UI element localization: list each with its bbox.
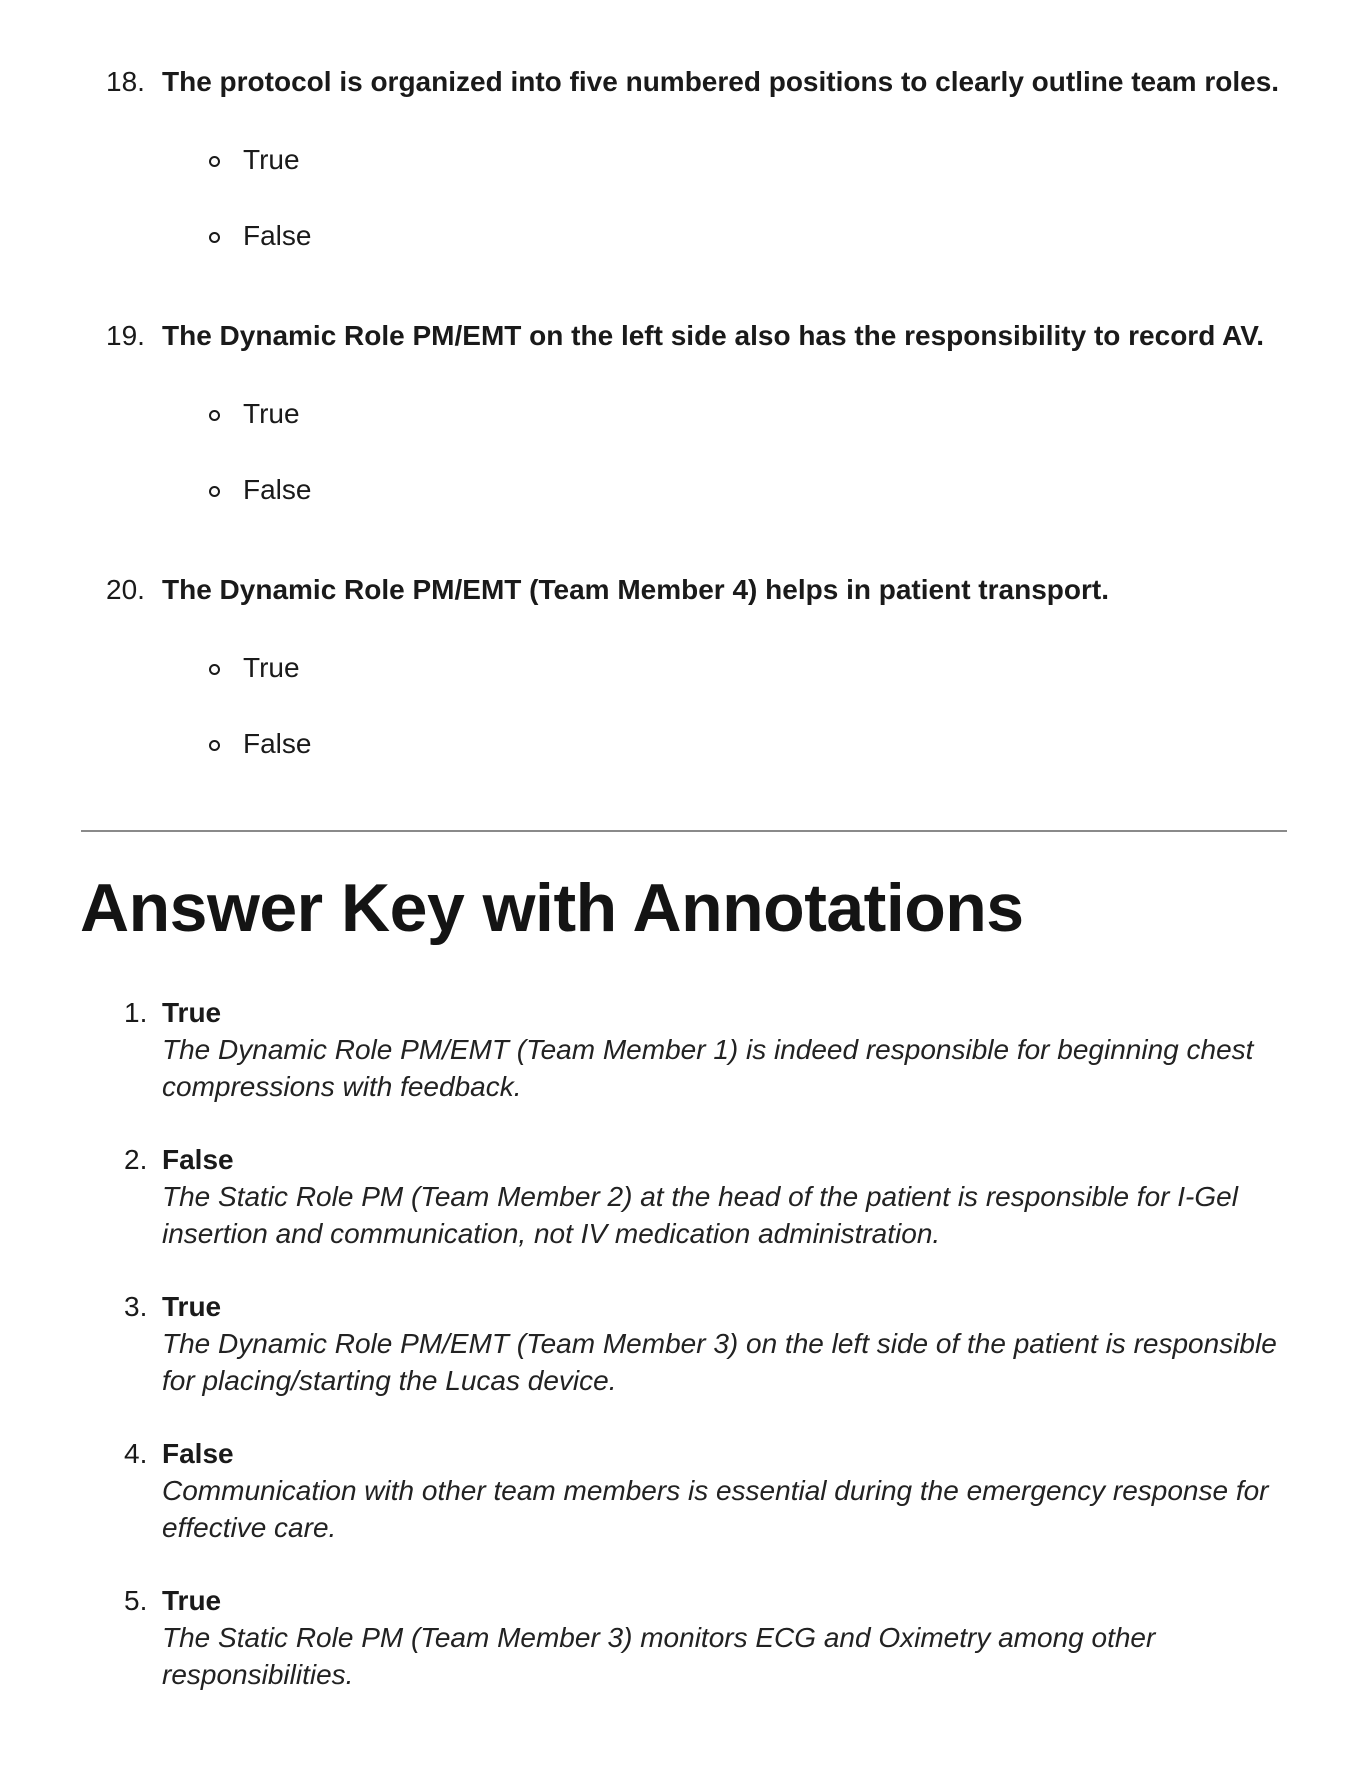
answer-verdict: True [162, 1291, 222, 1322]
option-list [0, 142, 1366, 254]
question-item [0, 318, 1366, 508]
circle-bullet-icon [209, 664, 220, 675]
answer-item [0, 1141, 1282, 1252]
question-item [0, 572, 1366, 762]
option-false[interactable]: False [0, 726, 1366, 762]
circle-bullet-icon [209, 740, 220, 751]
answer-number: 2. [124, 1144, 148, 1175]
circle-bullet-icon [209, 232, 220, 243]
circle-bullet-icon [209, 156, 220, 167]
answer-item [0, 994, 1282, 1105]
answer-annotation: The Static Role PM (Team Member 3) monitors ECG and Oximetry among other responsibilities. [162, 1622, 1156, 1690]
circle-bullet-icon [209, 410, 220, 421]
question-number: 19. [106, 320, 145, 351]
answer-list [0, 994, 1282, 1729]
answer-verdict: False [162, 1438, 234, 1469]
answer-annotation: The Dynamic Role PM/EMT (Team Member 3) on the left side of the patient is responsible for placing/starting the Lucas device. [162, 1328, 1277, 1396]
question-number: 20. [106, 574, 145, 605]
answer-verdict: False [162, 1144, 234, 1175]
option-false[interactable]: False [0, 218, 1366, 254]
answer-annotation: Communication with other team members is essential during the emergency response for effective care. [162, 1475, 1269, 1543]
question-text: 18. The protocol is organized into five numbered positions to clearly outline team roles. [0, 64, 1282, 100]
answer-item [0, 1288, 1282, 1399]
answer-number: 5. [124, 1585, 148, 1616]
section-divider [81, 830, 1287, 832]
answer-annotation: The Static Role PM (Team Member 2) at the head of the patient is responsible for I-Gel insertion and communication, not IV medication administration. [162, 1181, 1238, 1249]
answer-annotation: The Dynamic Role PM/EMT (Team Member 1) is indeed responsible for beginning chest compressions with feedback. [162, 1034, 1254, 1102]
option-list [0, 650, 1366, 762]
question-item [0, 64, 1366, 254]
answer-number: 1. [124, 997, 148, 1028]
question-list [0, 64, 1366, 762]
answer-verdict: True [162, 1585, 222, 1616]
question-text: 19. The Dynamic Role PM/EMT on the left side also has the responsibility to record AV. [0, 318, 1282, 354]
option-false[interactable]: False [0, 472, 1366, 508]
answer-number: 3. [124, 1291, 148, 1322]
question-text: 20. The Dynamic Role PM/EMT (Team Member 4) helps in patient transport. [0, 572, 1282, 608]
option-true[interactable]: True [0, 142, 1366, 178]
answer-number: 4. [124, 1438, 148, 1469]
answer-item [0, 1582, 1282, 1693]
question-number: 18. [106, 66, 145, 97]
answer-key-heading: Answer Key with Annotations [80, 870, 1024, 946]
option-true[interactable]: True [0, 396, 1366, 432]
answer-verdict: True [162, 997, 222, 1028]
circle-bullet-icon [209, 486, 220, 497]
option-true[interactable]: True [0, 650, 1366, 686]
option-list [0, 396, 1366, 508]
answer-item [0, 1435, 1282, 1546]
